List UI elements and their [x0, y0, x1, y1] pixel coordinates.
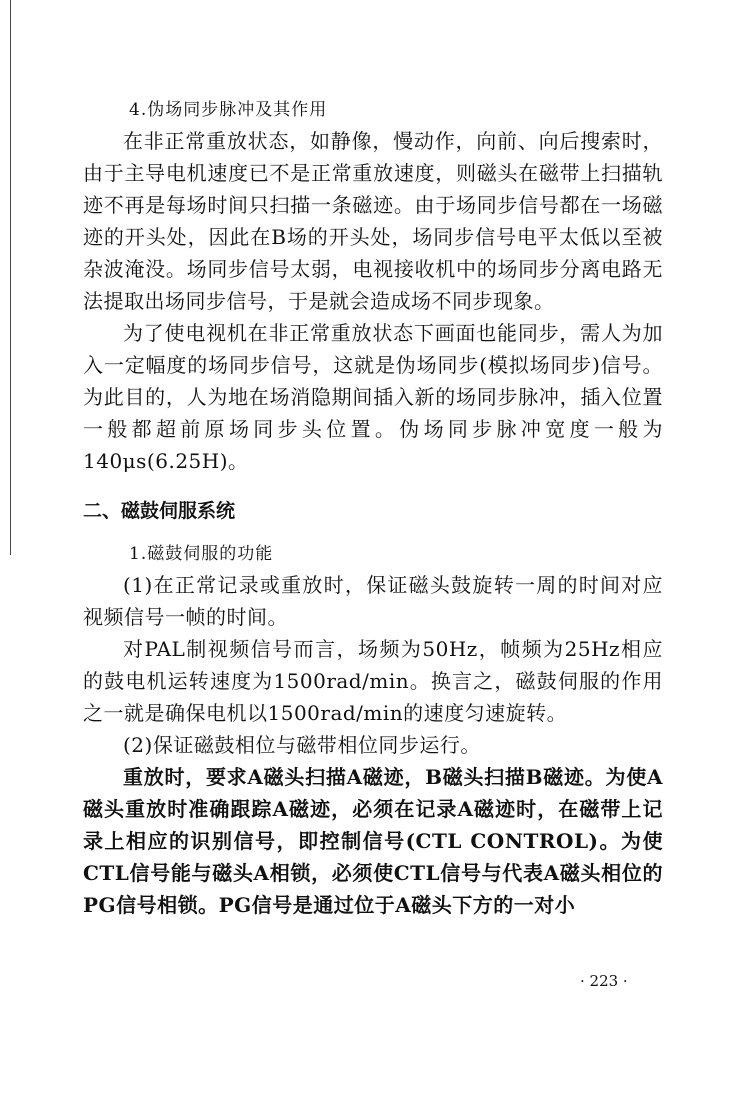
subsection-heading-1: 1.磁鼓伺服的功能 [129, 544, 274, 564]
page-binding-line [10, 0, 11, 555]
paragraph-6: 重放时，要求A磁头扫描A磁迹，B磁头扫描B磁迹。为使A磁头重放时准确跟踪A磁迹，必须在记录A磁迹时，在磁带上记录上相应的识别信号，即控制信号(CTL CONTROL)。为使CTL信号能与磁头A相锁，必须使CTL信号与代表A磁头相位的PG信号相锁。PG信号是通过位于A磁头下方的一对小 [83, 765, 663, 917]
paragraph-2: 为了使电视机在非正常重放状态下画面也能同步，需人为加入一定幅度的场同步信号，这就是伪场同步(模拟场同步)信号。为此目的，人为地在场消隐期间插入新的场同步脉冲，插入位置一般都超前原场同步头位置。伪场同步脉冲宽度一般为140μs(6.25H)。 [83, 321, 663, 473]
paragraph-4: 对PAL制视频信号而言，场频为50Hz，帧频为25Hz相应的鼓电机运转速度为1500rad/min。换言之，磁鼓伺服的作用之一就是确保电机以1500rad/min的速度匀速旋转。 [83, 637, 663, 725]
page-number: · 223 · [580, 972, 628, 990]
subsection-heading-4: 4.伪场同步脉冲及其作用 [129, 100, 328, 120]
paragraph-1: 在非正常重放状态，如静像，慢动作，向前、向后搜索时，由于主导电机速度已不是正常重放速度，则磁头在磁带上扫描轨迹不再是每场时间只扫描一条磁迹。由于场同步信号都在一场磁迹的开头处，因此在B场的开头处，场同步信号电平太低以至被杂波淹没。场同步信号太弱，电视接收机中的场同步分离电路无法提取出场同步信号，于是就会造成场不同步现象。 [83, 129, 663, 313]
section-title-2: 二、磁鼓伺服系统 [83, 500, 236, 522]
paragraph-5: (2)保证磁鼓相位与磁带相位同步运行。 [123, 733, 481, 757]
paragraph-3: (1)在正常记录或重放时，保证磁头鼓旋转一周的时间对应视频信号一帧的时间。 [83, 573, 663, 629]
page-content [83, 95, 663, 921]
